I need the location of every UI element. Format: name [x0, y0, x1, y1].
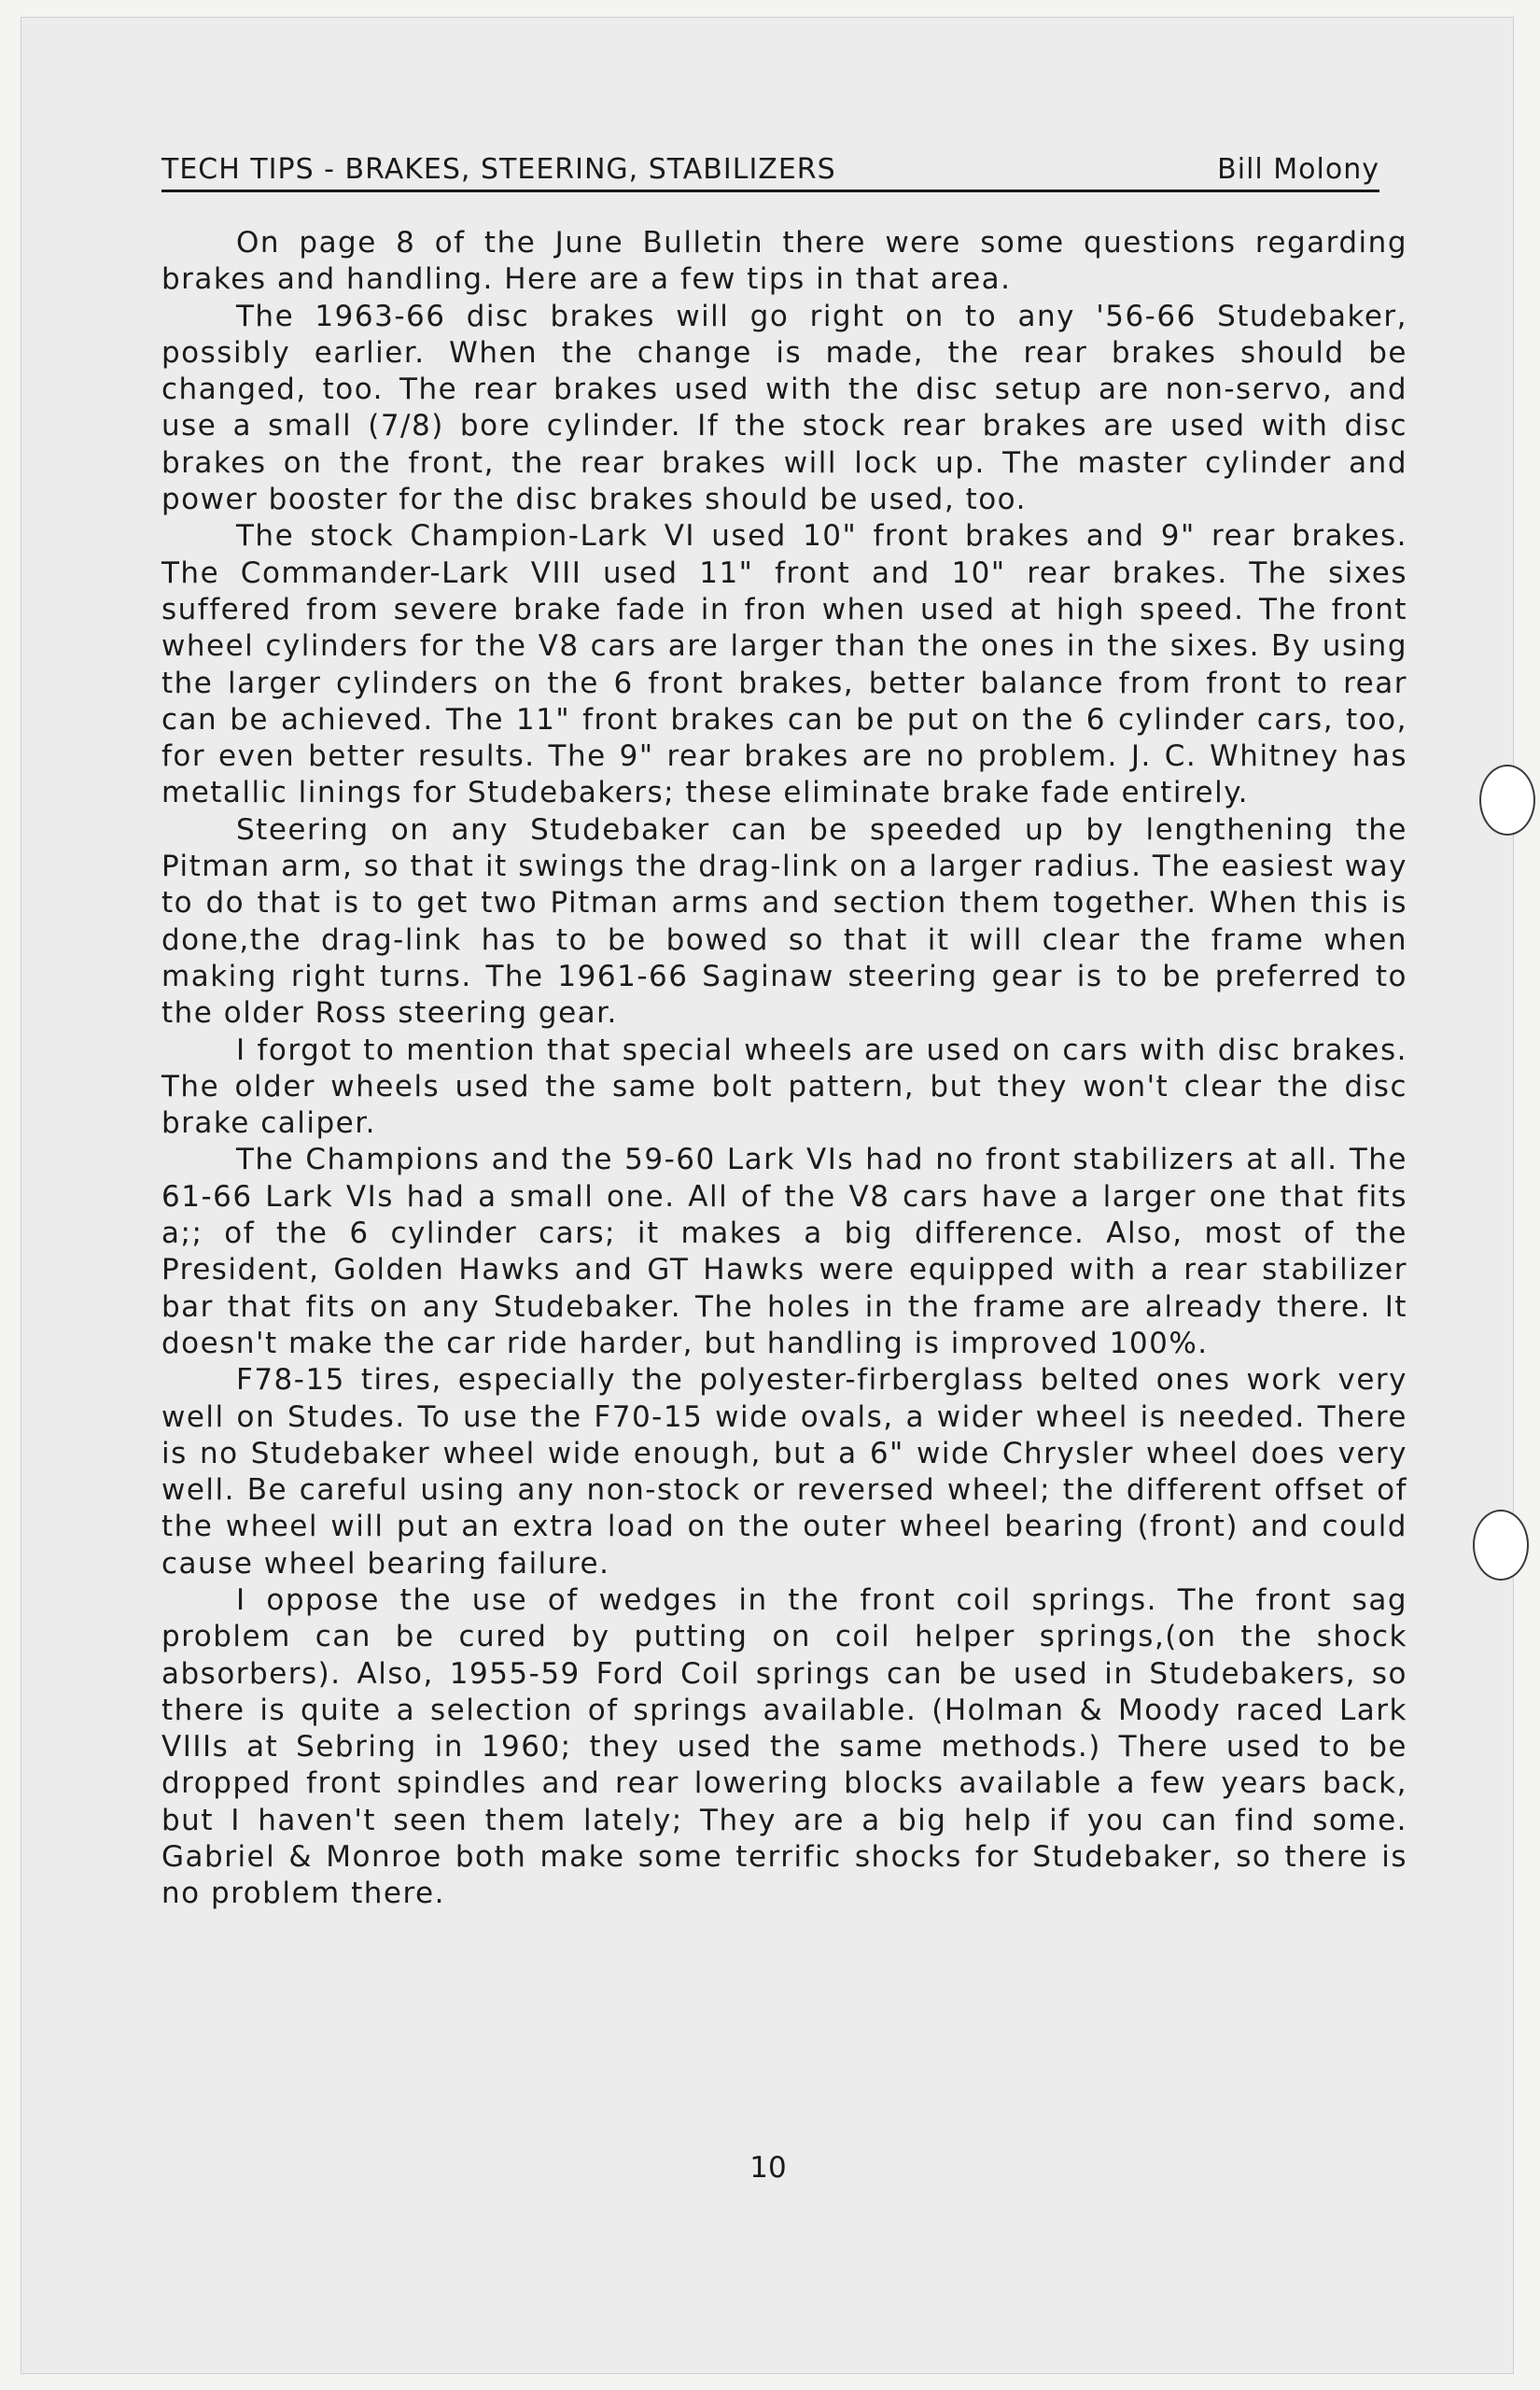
header-author: Bill Molony: [1217, 153, 1379, 186]
paragraph-steering: Steering on any Studebaker can be speeded up by lengthening the Pitman arm, so that it swings the drag-link on a larger radius. The easiest way to do that is to get two Pitman arms and section them together. When this is done,the drag-link has to be bowed so that it will clear the frame when making right turns. The 1961-66 Saginaw steering gear is to be preferred to the older Ross steering gear.: [161, 812, 1407, 1031]
paragraph-brake-sizes: The stock Champion-Lark VI used 10" front brakes and 9" rear brakes. The Commander-Lark VIII used 11" front and 10" rear brakes. The sixes suffered from severe brake fade in fron when used at high speed. The front wheel cylinders for the V8 cars are larger than the ones in the sixes. By using the larger cylinders on the 6 front brakes, better balance from front to rear can be achieved. The 11" front brakes can be put on the 6 cylinder cars, too, for even better results. The 9" rear brakes are no problem. J. C. Whitney has metallic linings for Studebakers; these eliminate brake fade entirely.: [161, 519, 1407, 810]
punch-hole-upper: [1479, 765, 1535, 836]
article-body: [161, 225, 1407, 1913]
paragraph-intro: On page 8 of the June Bulletin there were some questions regarding brakes and handling. Here are a few tips in that area.: [161, 226, 1407, 297]
document-page: [21, 17, 1514, 2374]
paragraph-disc-brakes: The 1963-66 disc brakes will go right on to any '56-66 Studebaker, possibly earlier. When the change is made, the rear brakes should be changed, too. The rear brakes used with the disc setup are non-servo, and use a small (7/8) bore cylinder. If the stock rear brakes are used with disc brakes on the front, the rear brakes will lock up. The master cylinder and power booster for the disc brakes should be used, too.: [161, 299, 1407, 517]
page-header: [161, 153, 1379, 192]
punch-hole-lower: [1473, 1510, 1529, 1581]
paragraph-wheels: I forgot to mention that special wheels are used on cars with disc brakes. The older wheels used the same bolt pattern, but they won't clear the disc brake caliper.: [161, 1033, 1407, 1141]
page-number: 10: [749, 2151, 787, 2185]
paragraph-stabilizers: The Champions and the 59-60 Lark VIs had no front stabilizers at all. The 61-66 Lark VIs had a small one. All of the V8 cars have a larger one that fits a;; of the 6 cylinder cars; it makes a big difference. Also, most of the President, Golden Hawks and GT Hawks were equipped with a rear stabilizer bar that fits on any Studebaker. The holes in the frame are already there. It doesn't make the car ride harder, but handling is improved 100%.: [161, 1143, 1407, 1360]
paragraph-tires: F78-15 tires, especially the polyester-firberglass belted ones work very well on Studes. To use the F70-15 wide ovals, a wider wheel is needed. There is no Studebaker wheel wide enough, but a 6" wide Chrysler wheel does very well. Be careful using any non-stock or reversed wheel; the different offset of the wheel will put an extra load on the outer wheel bearing (front) and could cause wheel bearing failure.: [161, 1363, 1407, 1581]
header-title: TECH TIPS - BRAKES, STEERING, STABILIZERS: [161, 153, 836, 186]
paragraph-springs: I oppose the use of wedges in the front coil springs. The front sag problem can be cured by putting on coil helper springs,(on the shock absorbers). Also, 1955-59 Ford Coil springs can be used in Studebakers, so there is quite a selection of springs available. (Holman & Moody raced Lark VIIIs at Sebring in 1960; they used the same methods.) There used to be dropped front spindles and rear lowering blocks available a few years back, but I haven't seen them lately; They are a big help if you can find some. Gabriel & Monroe both make some terrific shocks for Studebaker, so there is no problem there.: [161, 1582, 1407, 1911]
